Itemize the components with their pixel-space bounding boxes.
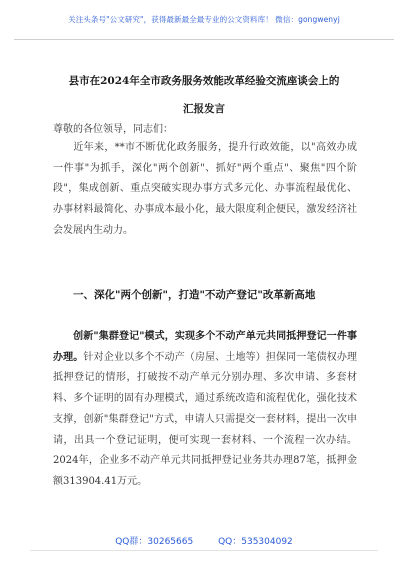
footer-qq: QQ：535304092 [218,537,293,547]
document-title [40,67,368,123]
paragraph-body-text: 针对企业以多个不动产（房屋、土地等）担保同一笔债权办理抵押登记的情形，打破按不动产单元分别办理、多次申请、多套材料、多个证明的固有办理模式，通过系统改造和流程优化，强化技术支撑，创新"集群登记"方式，申请人只需提交一套材料，提出一次申请，出具一个登记证明，便可实现一套材料、一个流程一次办结。2024年，企业多不动产单元共同抵押登记业务共办理87笔，抵押金额313904.41万元。 [53,351,358,487]
paragraph-intro-text: 近年来，**市不断优化政务服务，提升行政效能，以"高效办成一件事"为抓手，深化"两个创新"、抓好"两个重点"、聚焦"四个阶段"，集成创新、重点突破实现办事方式多元化、办事流程最优化、办事材料最简化、办事成本最小化，最大限度利企便民，激发经济社会发展内生动力。 [53,142,357,236]
section-heading-1 [53,284,357,307]
title-line-1: 县市在2024年全市政务服务效能改革经验交流座谈会上的 [68,75,340,87]
paragraph-intro [53,138,357,242]
salutation: 尊敬的各位领导，同志们： [53,124,173,135]
section-heading-1-text: 一、深化"两个创新"，打造"不动产登记"改革新高地 [73,289,316,301]
header-divider [14,39,394,40]
footer-contact [0,534,408,547]
footer-qq-group: QQ群：30265665 [115,537,194,547]
header-banner: 关注头条号"公文研究"，获得最新最全最专业的公文资料库！ 微信：gongwenyj [68,15,340,24]
footer-divider [30,550,378,551]
title-line-2: 汇报发言 [183,103,225,115]
paragraph-lead-bold: 创新"集群登记"模式，实现多个不动产单元共同抵押登记一件事办理。 [53,331,357,363]
paragraph-collective-registration [53,327,357,493]
